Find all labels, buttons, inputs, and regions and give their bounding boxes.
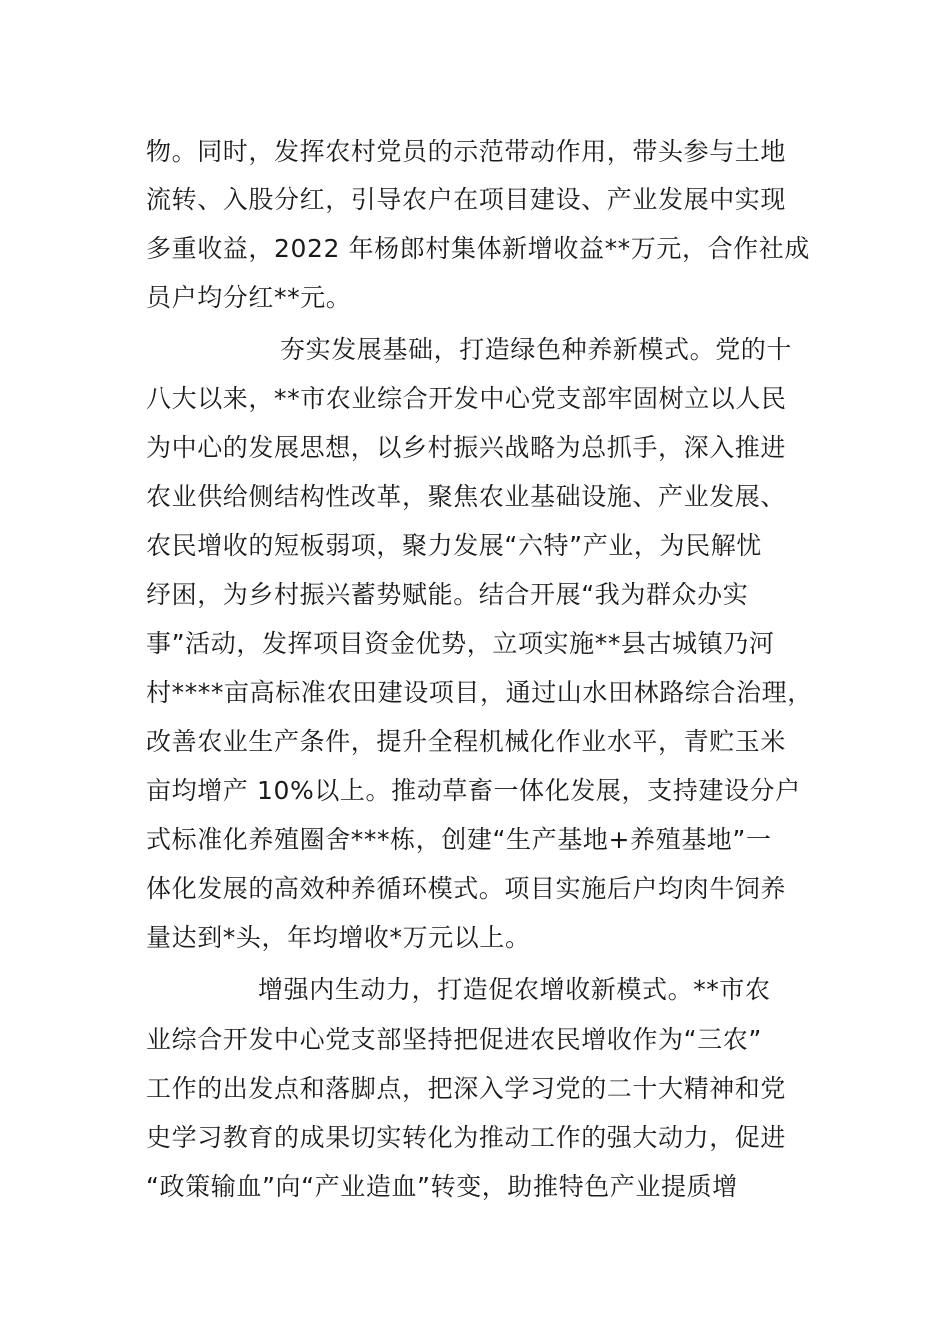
- text-line: 流转、入股分红，引导农户在项目建设、产业发展中实现: [146, 185, 787, 214]
- text-line: 改善农业生产条件，提升全程机械化作业水平，青贮玉米: [146, 727, 787, 756]
- text-line: 八大以来，**市农业综合开发中心党支部牢固树立以人民: [146, 384, 787, 413]
- text-line: 员户均分红**元。: [146, 283, 352, 312]
- text-line: 物。同时，发挥农村党员的示范带动作用，带头参与土地: [146, 137, 787, 166]
- paragraph-heading-line: 夯实发展基础，打造绿色种养新模式。党的十: [280, 335, 793, 364]
- text-line: 为中心的发展思想，以乡村振兴战略为总抓手，深入推进: [146, 433, 787, 462]
- text-line: 业综合开发中心党支部坚持把促进农民增收作为“三农”: [146, 1025, 762, 1054]
- text-line: 史学习教育的成果切实转化为推动工作的强大动力，促进: [146, 1123, 787, 1152]
- text-line: “政策输血”向“产业造血”转变，助推特色产业提质增: [146, 1172, 738, 1201]
- text-line: 量达到*头，年均增收*万元以上。: [146, 923, 531, 952]
- paragraph-heading-line: 增强内生动力，打造促农增收新模式。**市农: [258, 975, 771, 1004]
- text-line: 事”活动，发挥项目资金优势，立项实施**县古城镇乃河: [146, 629, 775, 658]
- text-line: 体化发展的高效种养循环模式。项目实施后户均肉牛饲养: [146, 874, 787, 903]
- text-line: 亩均增产 10%以上。推动草畜一体化发展，支持建设分户: [146, 776, 801, 805]
- text-line: 多重收益，2022 年杨郎村集体新增收益**万元，合作社成: [146, 234, 810, 263]
- text-line: 工作的出发点和落脚点，把深入学习党的二十大精神和党: [146, 1074, 787, 1103]
- text-line: 农业供给侧结构性改革，聚焦农业基础设施、产业发展、: [146, 482, 787, 511]
- text-line: 式标准化养殖圈舍***栋，创建“生产基地+养殖基地”一: [146, 825, 772, 854]
- text-line: 农民增收的短板弱项，聚力发展“六特”产业，为民解忧: [146, 531, 762, 560]
- text-line: 村****亩高标准农田建设项目，通过山水田林路综合治理，: [146, 678, 813, 707]
- text-line: 纾困，为乡村振兴蓄势赋能。结合开展“我为群众办实: [146, 580, 749, 609]
